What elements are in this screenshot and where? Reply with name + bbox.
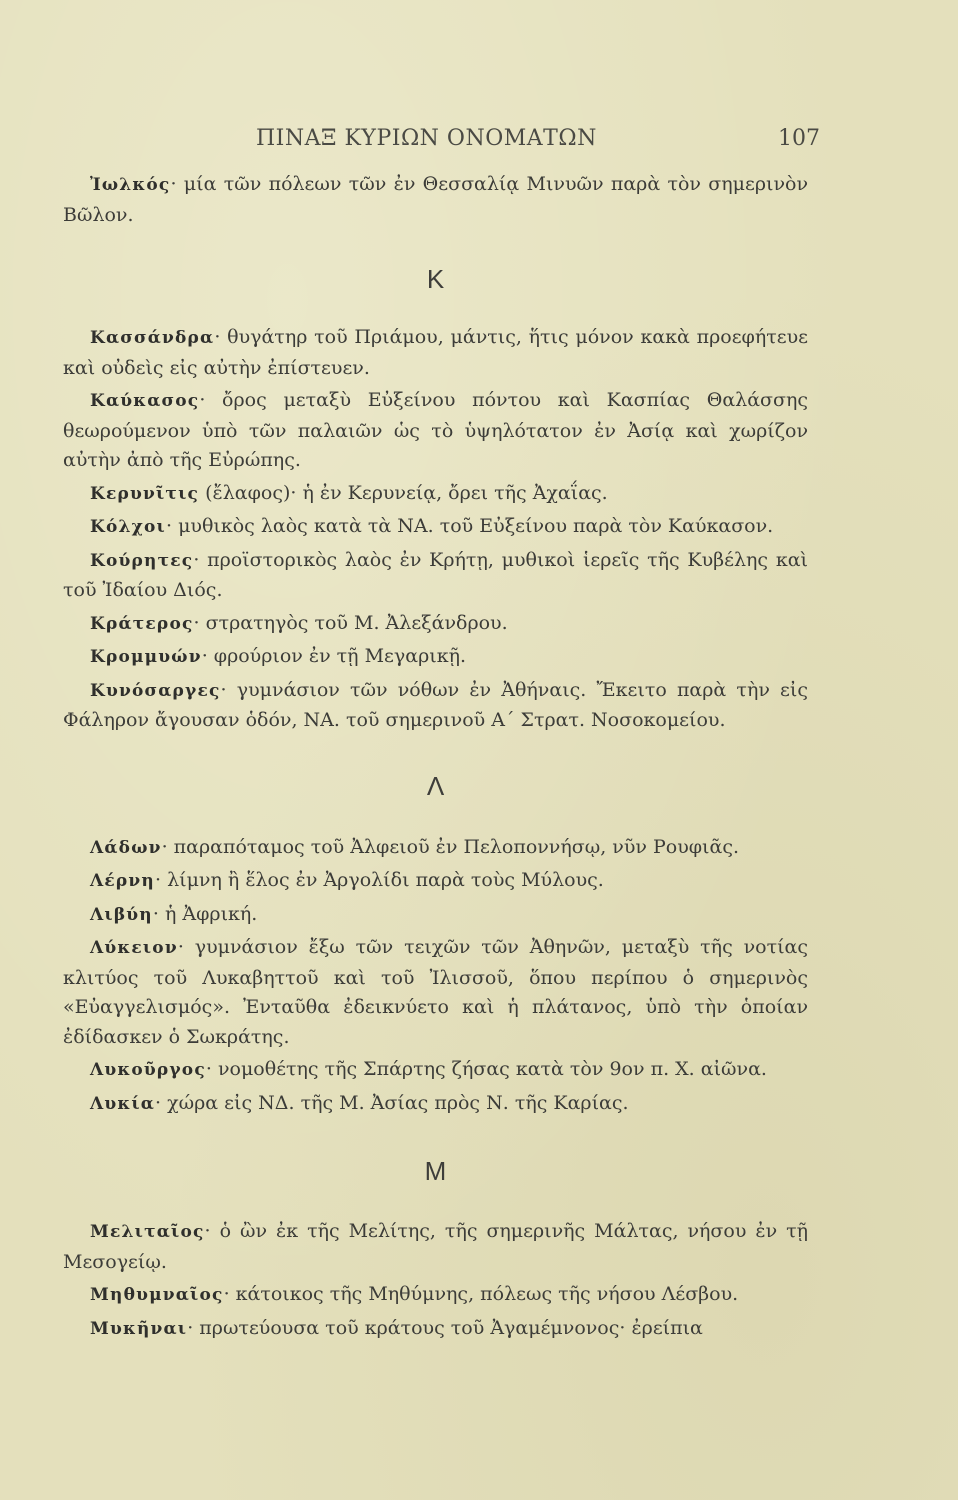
index-entry <box>63 479 808 510</box>
index-entry <box>63 1217 808 1277</box>
entry-headword: Καύκασος <box>90 391 200 411</box>
entry-headword: Μελιταῖος <box>90 1222 205 1242</box>
entry-text: · λίμνη ἢ ἕλος ἐν Ἀργολίδι παρὰ τοὺς Μύλους. <box>155 869 604 891</box>
entry-headword: Λάδων <box>90 837 162 858</box>
entry-text: · θυγάτηρ τοῦ Πριάμου, μάντις, ἥτις μόνον κακὰ προεφήτευε καὶ οὐδεὶς εἰς αὐτὴν ἐπίστευεν. <box>63 326 808 379</box>
entry-text: · φρούριον ἐν τῇ Μεγαρικῇ. <box>201 645 466 667</box>
entry-headword: Κούρητες <box>90 550 194 571</box>
index-entry <box>63 833 808 864</box>
index-entry <box>63 866 808 897</box>
entry-headword: Ἰωλκός <box>90 175 171 195</box>
index-entry <box>63 676 808 736</box>
entry-headword: Λιβύη <box>90 904 153 925</box>
entry-text: · γυμνάσιον ἔξω τῶν τειχῶν τῶν Ἀθηνῶν, μεταξὺ τῆς νοτίας κλιτύος τοῦ Λυκαβηττοῦ καὶ τοῦ Ἰλισσοῦ, ὅπου περίπου ὁ σημερινὸς «Εὐαγγελισμός». Ἐνταῦθα ἐδεικνύετο καὶ ἡ πλάτανος, ὑπὸ τὴν ὁποίαν ἐδίδασκεν ὁ Σωκράτης. <box>63 936 808 1048</box>
entry-headword: Λέρνη <box>90 871 155 891</box>
index-entry <box>63 609 808 640</box>
entry-headword: Λυκία <box>90 1093 156 1114</box>
entry-headword: Λυκοῦργος <box>90 1060 206 1080</box>
entry-headword: Λύκειον <box>90 938 178 958</box>
entry-text: · στρατηγὸς τοῦ Μ. Ἀλεξάνδρου. <box>193 611 508 634</box>
entry-text: · μία τῶν πόλεων τῶν ἐν Θεσσαλίᾳ Μινυῶν παρὰ τὸν σημερινὸν Βῶλον. <box>63 173 808 226</box>
index-entry <box>63 323 808 383</box>
entry-headword: Κόλχοι <box>90 517 166 537</box>
entry-headword: Μηθυμναῖος <box>90 1285 224 1305</box>
running-title: ΠΙΝΑΞ ΚΥΡΙΩΝ ΟΝΟΜΑΤΩΝ <box>256 126 597 151</box>
entry-text: · νομοθέτης τῆς Σπάρτης ζήσας κατὰ τὸν 9ον π. Χ. αἰῶνα. <box>205 1058 767 1080</box>
index-entry <box>63 512 808 543</box>
entry-text: · χώρα εἰς ΝΔ. τῆς Μ. Ἀσίας πρὸς Ν. τῆς Καρίας. <box>155 1091 629 1114</box>
entry-headword: Κρομμυών <box>90 647 202 667</box>
index-body <box>63 170 808 1347</box>
entry-headword: Κυνόσαργες <box>90 680 221 701</box>
entry-headword: Κερυνῖτις <box>90 483 200 504</box>
section-letter-l: Λ <box>426 770 445 801</box>
entry-headword: Μυκῆναι <box>90 1318 188 1339</box>
page-number: 107 <box>778 126 820 151</box>
section-letter-k: Κ <box>426 264 445 294</box>
entry-headword: Κράτερος <box>90 613 194 634</box>
entry-text: · προϊστορικὸς λαὸς ἐν Κρήτῃ, μυθικοὶ ἱερεῖς τῆς Κυβέλης καὶ τοῦ Ἰδαίου Διός. <box>63 548 808 601</box>
index-entry <box>63 642 808 673</box>
entry-text: · ὄρος μεταξὺ Εὐξείνου πόντου καὶ Κασπίας Θαλάσσης θεωρούμενον ὑπὸ τῶν παλαιῶν ὡς τὸ ὑψηλότατον ἐν Ἀσίᾳ καὶ χωρίζον αὐτὴν ἀπὸ τῆς Εὐρώπης. <box>63 389 808 471</box>
index-entry <box>63 386 808 476</box>
index-entry <box>63 170 808 230</box>
index-entry <box>63 900 808 931</box>
index-entry <box>63 1055 808 1086</box>
entry-text: (ἔλαφος)· ἡ ἐν Κερυνείᾳ, ὄρει τῆς Ἀχαΐας. <box>199 481 608 504</box>
section-letter-m: Μ <box>424 1156 447 1186</box>
running-head <box>0 126 958 160</box>
index-entry <box>63 1089 808 1120</box>
entry-text: · κάτοικος τῆς Μηθύμνης, πόλεως τῆς νήσου Λέσβου. <box>223 1283 739 1305</box>
entry-text: · ἡ Ἀφρική. <box>152 902 258 925</box>
entry-text: · γυμνάσιον τῶν νόθων ἐν Ἀθήναις. Ἔκειτο παρὰ τὴν εἰς Φάληρον ἄγουσαν ὁδόν, ΝΑ. τοῦ σημερινοῦ Α΄ Στρατ. Νοσοκομείου. <box>63 678 808 731</box>
entry-text: · μυθικὸς λαὸς κατὰ τὰ ΝΑ. τοῦ Εὐξείνου παρὰ τὸν Καύκασον. <box>165 515 774 537</box>
index-entry <box>63 933 808 1052</box>
index-entry <box>63 1280 808 1311</box>
index-entry <box>63 1314 808 1345</box>
entry-text: · ὁ ὢν ἐκ τῆς Μελίτης, τῆς σημερινῆς Μάλτας, νήσου ἐν τῇ Μεσογείῳ. <box>63 1220 808 1273</box>
index-entry <box>63 546 808 606</box>
entry-headword: Κασσάνδρα <box>90 328 215 348</box>
entry-text: · πρωτεύουσα τοῦ κράτους τοῦ Ἀγαμέμνονος· ἐρείπια <box>187 1316 703 1339</box>
entry-text: · παραπόταμος τοῦ Ἀλφειοῦ ἐν Πελοποννήσῳ, νῦν Ρουφιᾶς. <box>161 835 740 858</box>
